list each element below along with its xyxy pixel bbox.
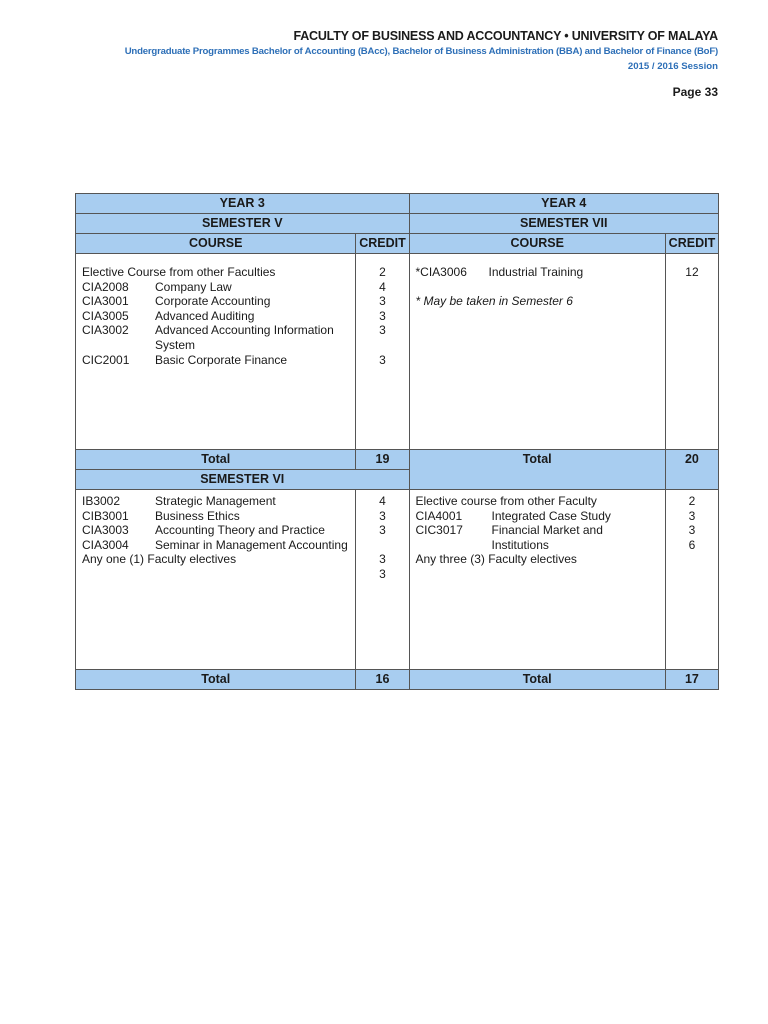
total-label: Total — [409, 450, 665, 490]
total-label: Total — [409, 670, 665, 690]
document-subtitle: Undergraduate Programmes Bachelor of Accounting (BAcc), Bachelor of Business Administration (BBA) and Bachelor of Finance (BoF) — [124, 46, 718, 57]
semester5-header: SEMESTER V — [76, 214, 410, 234]
list-item: CIA2008 Company Law — [82, 279, 232, 294]
page-number: Page 33 — [672, 85, 718, 99]
list-item: CIB3001 Business Ethics — [82, 508, 240, 523]
total-label: Total — [76, 450, 356, 470]
semester8-courses — [409, 490, 665, 670]
credit-column-header: CREDIT — [356, 234, 409, 254]
year-header-row — [76, 194, 719, 214]
list-item: CIA3003 Accounting Theory and Practice — [82, 523, 325, 538]
semester7-header: SEMESTER VII — [409, 214, 719, 234]
semester7-total: 20 — [665, 450, 718, 490]
column-header-row — [76, 234, 719, 254]
list-item: CIA3001 Corporate Accounting — [82, 294, 271, 309]
list-item: Elective course from other Faculty — [415, 494, 597, 508]
list-item: Elective Course from other Faculties — [82, 265, 276, 279]
session-label: 2015 / 2016 Session — [627, 61, 718, 72]
list-item: IB3002 Strategic Management — [82, 494, 276, 508]
course-column-header: COURSE — [76, 234, 356, 254]
course-column-header: COURSE — [409, 234, 665, 254]
list-item: Any one (1) Faculty electives — [82, 552, 237, 567]
semester6-8-body-row — [76, 490, 719, 670]
list-item: CIC3017 Financial Market and Institutions — [415, 523, 603, 552]
semester6-credits: 4 3 3 3 3 — [356, 490, 409, 670]
total-row — [76, 670, 719, 690]
semester6-total: 16 — [356, 670, 409, 690]
document-title: FACULTY OF BUSINESS AND ACCOUNTANCY • UNIVERSITY OF MALAYA — [293, 29, 718, 43]
list-item: CIA3002 Advanced Accounting Information — [82, 323, 334, 338]
semester5-7-body-row — [76, 254, 719, 450]
semester7-courses — [409, 254, 665, 450]
semester7-note: * May be taken in Semester 6 — [415, 294, 573, 309]
year4-header: YEAR 4 — [409, 194, 719, 214]
semester5-total: 19 — [356, 450, 409, 470]
semester5-credits: 2 4 3 3 3 3 — [356, 254, 409, 450]
course-name-continuation: System — [155, 337, 196, 352]
semester5-courses — [76, 254, 356, 450]
list-item: CIC2001 Basic Corporate Finance — [82, 352, 288, 367]
list-item: *CIA3006 Industrial Training — [415, 265, 584, 279]
year3-header: YEAR 3 — [76, 194, 410, 214]
list-item: CIA3004 Seminar in Management Accounting — [82, 537, 348, 552]
credit-column-header: CREDIT — [665, 234, 718, 254]
semester-header-row — [76, 214, 719, 234]
list-item: Any three (3) Faculty electives — [415, 552, 577, 567]
curriculum-table — [75, 193, 719, 690]
semester8-credits: 2 3 3 6 — [665, 490, 718, 670]
total-row — [76, 450, 719, 470]
total-label: Total — [76, 670, 356, 690]
semester8-total: 17 — [665, 670, 718, 690]
semester7-credits: 12 — [665, 254, 718, 450]
list-item: CIA3005 Advanced Auditing — [82, 308, 255, 323]
semester6-courses — [76, 490, 356, 670]
list-item: CIA4001 Integrated Case Study — [415, 508, 611, 523]
semester6-header: SEMESTER VI — [76, 470, 410, 490]
